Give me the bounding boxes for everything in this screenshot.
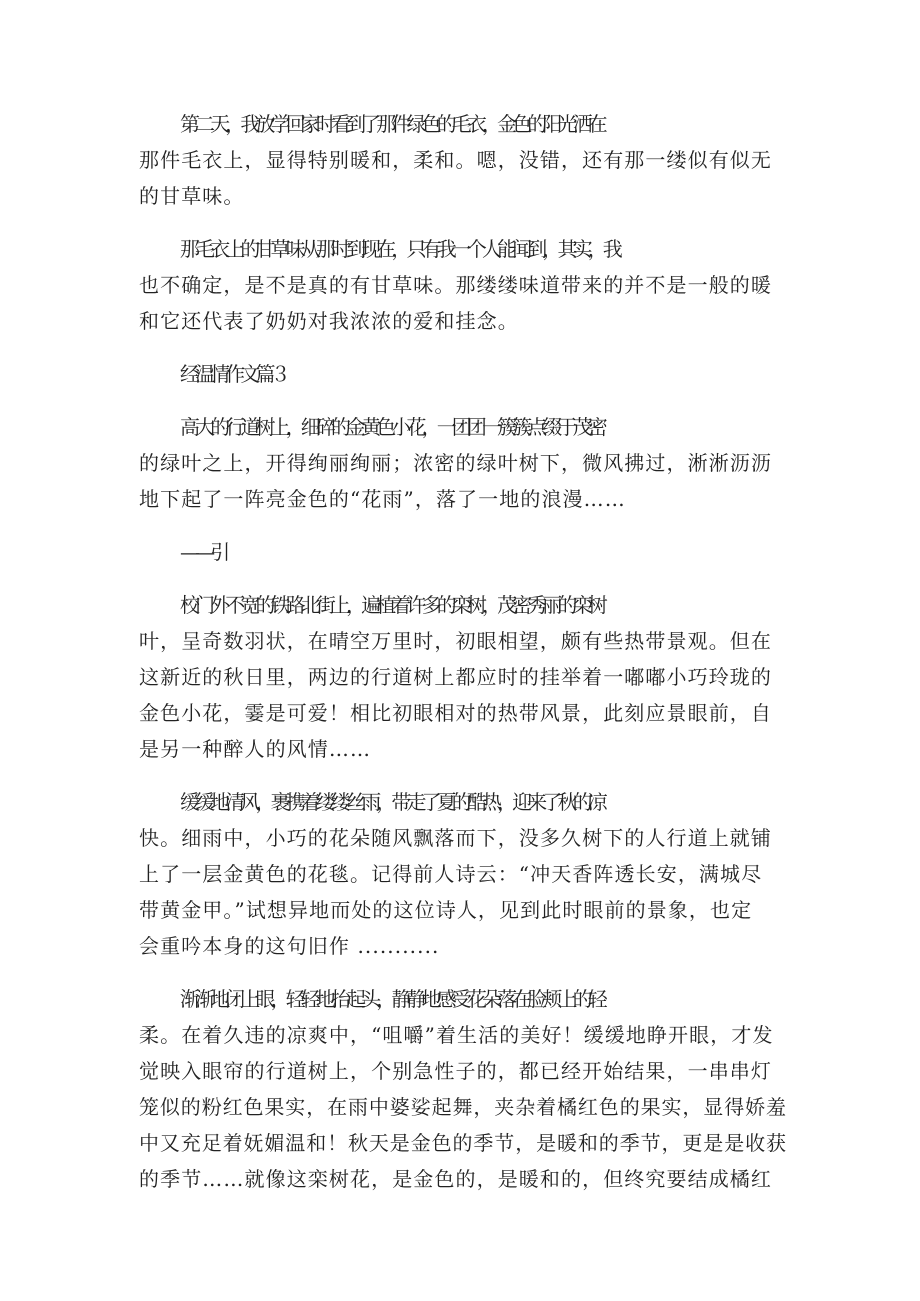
document-body bbox=[139, 106, 790, 1214]
paragraph-5 bbox=[139, 784, 790, 964]
text-line: 那毛衣上的甘草味从那时到现在，只有我一个人能闻到，其实，我 bbox=[180, 237, 618, 261]
text-line: 的甘草味。 bbox=[139, 184, 245, 208]
text-line: 那件毛衣上，显得特别暖和，柔和。嗯，没错，还有那一缕似有似无 bbox=[139, 148, 772, 172]
text-line: 渐渐地闭上眼，轻轻地抬起头，静静地感受花朵落在脸颊上的轻 bbox=[180, 987, 603, 1011]
text-line: 和它还代表了奶奶对我浓浓的爱和挂念。 bbox=[139, 309, 519, 333]
text-line: 第二天，我放学回家时看到了那件绿色的毛衣，金色的阳光洒在 bbox=[180, 112, 603, 136]
text-line: 高大的行道树上，细碎的金黄色小花，一团团一簇簇点缀于茂密 bbox=[180, 415, 603, 439]
quote-attribution bbox=[139, 534, 790, 570]
paragraph-1 bbox=[139, 106, 790, 214]
text-line: 笼似的粉红色果实，在雨中婆娑起舞，夹杂着橘红色的果实，显得娇羞 bbox=[139, 1095, 787, 1119]
text-line: 金色小花，霎是可爱！相比初眼相对的热带风景，此刻应景眼前，自 bbox=[139, 701, 772, 725]
paragraph-4 bbox=[139, 587, 790, 767]
text-line: 柔。在着久违的凉爽中，“咀嚼”着生活的美好！缓缓地睁开眼，才发 bbox=[139, 1023, 774, 1047]
text-line: 觉映入眼帘的行道树上，个别急性子的，都已经开始结果，一串串灯 bbox=[139, 1059, 772, 1083]
text-line: 是另一种醉人的风情…… bbox=[139, 737, 372, 761]
section-heading bbox=[139, 356, 790, 392]
text-line: 快。细雨中，小巧的花朵随风飘落而下，没多久树下的人行道上就铺 bbox=[139, 826, 772, 850]
paragraph-3 bbox=[139, 409, 790, 517]
text-line: 地下起了一阵亮金色的“花雨”，落了一地的浪漫…… bbox=[139, 487, 626, 511]
text-line: 上了一层金黄色的花毯。记得前人诗云：“冲天香阵透长安，满城尽 bbox=[139, 862, 763, 886]
text-line: 的绿叶之上，开得绚丽绚丽；浓密的绿叶树下，微风拂过，淅淅沥沥 bbox=[139, 451, 772, 475]
text-line: 也不确定，是不是真的有甘草味。那缕缕味道带来的并不是一般的暖 bbox=[139, 273, 772, 297]
paragraph-6 bbox=[139, 981, 790, 1197]
text-line: 会重吟本身的这句旧作 ........... bbox=[139, 934, 440, 958]
paragraph-2 bbox=[139, 231, 790, 339]
text-line: 缓缓地清风，裹携着缕缕丝雨，带走了夏的酷热，迎来了秋的凉 bbox=[180, 790, 603, 814]
text-line: 的季节……就像这栾树花，是金色的，是暖和的，但终究要结成橘红 bbox=[139, 1167, 772, 1191]
text-line: 这新近的秋日里，两边的行道树上都应时的挂举着一嘟嘟小巧玲珑的 bbox=[139, 665, 772, 689]
attribution-text: ——引 bbox=[180, 540, 226, 564]
text-line: 带黄金甲。”试想异地而处的这位诗人，见到此时眼前的景象，也定 bbox=[139, 898, 753, 922]
text-line: 校门外不宽的铁路北街上，遍植着许多的栾树，茂密秀丽的栾树 bbox=[180, 593, 603, 617]
section-heading-text: 经温情作文篇３ bbox=[180, 362, 286, 386]
text-line: 叶，呈奇数羽状，在晴空万里时，初眼相望，颇有些热带景观。但在 bbox=[139, 629, 772, 653]
text-line: 中又充足着妩媚温和！秋天是金色的季节，是暖和的季节，更是是收获 bbox=[139, 1131, 787, 1155]
